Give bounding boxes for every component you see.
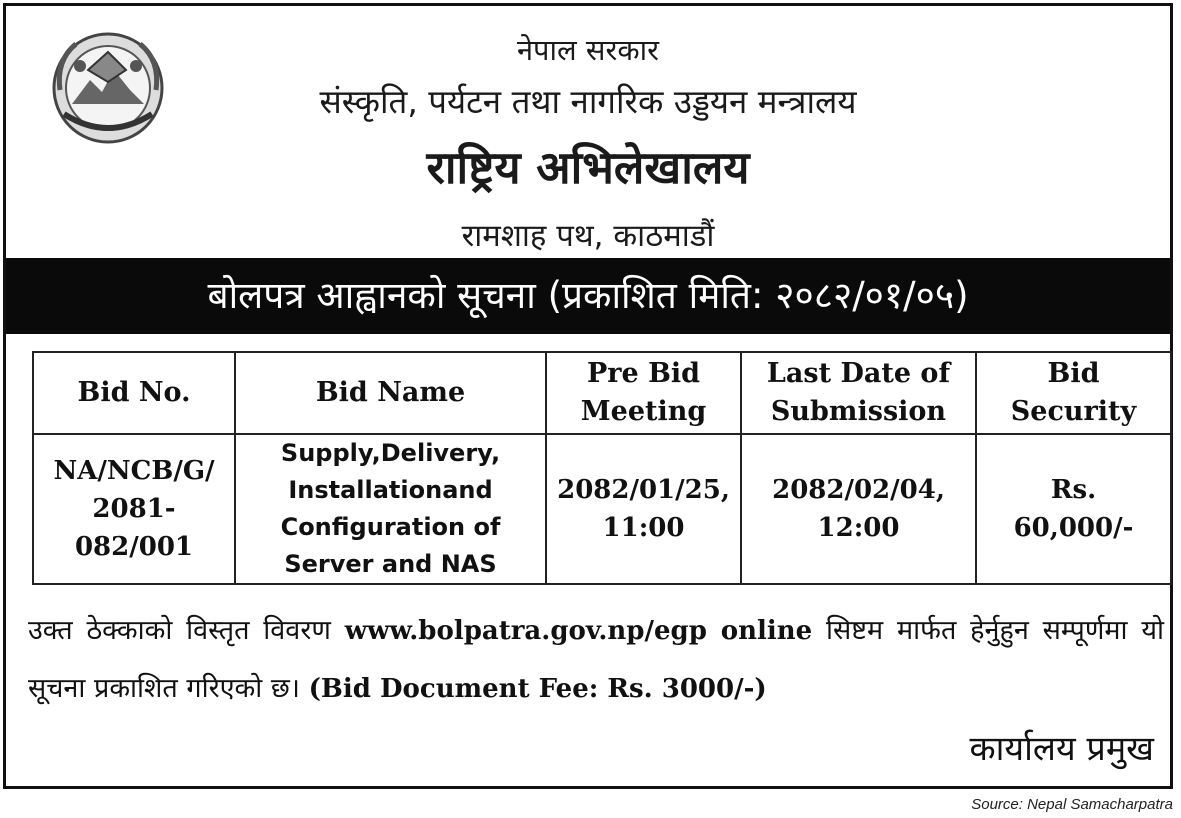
bid-document-fee: (Bid Document Fee: Rs. 3000/-) — [308, 674, 767, 704]
table-row — [33, 434, 1171, 584]
bolpatra-link[interactable]: www.bolpatra.gov.np/egp — [344, 616, 707, 646]
government-name: नेपाल सरकार — [516, 33, 660, 67]
ministry-name: संस्कृति, पर्यटन तथा नागरिक उड्डयन मन्त्रालय — [319, 82, 857, 121]
notice-frame — [3, 3, 1173, 789]
notice-body: उक्त ठेक्काको विस्तृत विवरण www.bolpatra.gov.np/egp online सिष्टम मार्फत हेर्नुहुन सम्पूर्णमा यो सूचना प्रकाशित गरिएको छ। (Bid Document Fee: Rs. 3000/-) — [28, 615, 1165, 704]
source-caption: Source: Nepal Samacharpatra — [971, 796, 1173, 813]
header-bid-security: Bid Security — [976, 352, 1171, 434]
cell-pre-bid-meeting: 2082/01/25, 11:00 — [546, 434, 741, 584]
header-pre-bid-meeting: Pre Bid Meeting — [546, 352, 741, 434]
cell-bid-name: Supply,Delivery, Installationand Configuration of Server and NAS — [235, 434, 546, 584]
header-last-date: Last Date of Submission — [741, 352, 976, 434]
table-header-row — [33, 352, 1171, 434]
notice-title-banner — [6, 258, 1170, 334]
header-bid-no: Bid No. — [33, 352, 235, 434]
office-chief-signature: कार्यालय प्रमुख — [969, 729, 1154, 769]
notice-title: बोलपत्र आह्वानको सूचना (प्रकाशित मिति: २०८२/०१/०५) — [207, 274, 969, 317]
office-name: राष्ट्रिय अभिलेखालय — [426, 141, 750, 194]
cell-bid-security: Rs. 60,000/- — [976, 434, 1171, 584]
header-bid-name: Bid Name — [235, 352, 546, 434]
cell-bid-no: NA/NCB/G/ 2081- 082/001 — [33, 434, 235, 584]
office-address: रामशाह पथ, काठमाडौं — [461, 218, 715, 254]
cell-last-date: 2082/02/04, 12:00 — [741, 434, 976, 584]
bid-table — [32, 351, 1172, 585]
